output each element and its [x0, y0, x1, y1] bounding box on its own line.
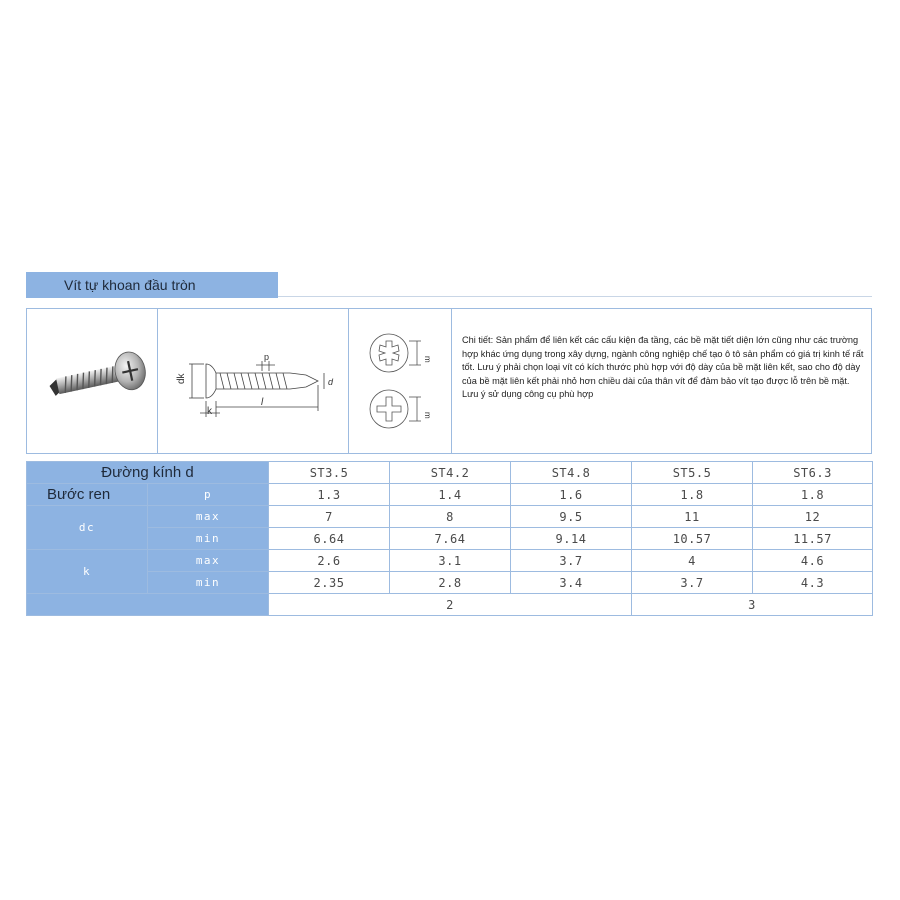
max-label: max	[148, 550, 269, 572]
table-row-dc-min	[27, 528, 873, 550]
pitch-cell: 1.4	[390, 484, 511, 506]
size-cell: ST6.3	[753, 462, 873, 484]
head-views-cell	[349, 309, 452, 453]
pitch-cell: 1.8	[753, 484, 873, 506]
dc-max-cell: 11	[632, 506, 753, 528]
k-min-cell: 2.35	[269, 572, 390, 594]
max-label: max	[148, 506, 269, 528]
diameter-header: Đường kính d	[27, 462, 269, 484]
size-cell: ST4.2	[390, 462, 511, 484]
size-cell: ST4.8	[511, 462, 632, 484]
spec-table	[26, 461, 873, 616]
k-max-cell: 2.6	[269, 550, 390, 572]
k-min-cell: 2.8	[390, 572, 511, 594]
table-row-diameter	[27, 462, 873, 484]
title-underline	[278, 296, 872, 297]
dc-min-cell: 10.57	[632, 528, 753, 550]
last-row-cell: 2	[269, 594, 632, 616]
m-label-top: m	[423, 356, 432, 363]
k-min-cell: 3.4	[511, 572, 632, 594]
last-row-cell: 3	[632, 594, 873, 616]
min-label: min	[148, 528, 269, 550]
dc-max-cell: 8	[390, 506, 511, 528]
k-max-cell: 4	[632, 550, 753, 572]
size-cell: ST5.5	[632, 462, 753, 484]
k-label: k	[207, 406, 212, 417]
k-header: k	[27, 550, 148, 594]
k-min-cell: 4.3	[753, 572, 873, 594]
product-description: Chi tiết: Sản phẩm để liên kết các cấu kiện đa tầng, các bề mặt tiết diện lớn cũng như các trường hợp khác ứng dụng trong xây dựng, ngành công nghiệp chế tạo ô tô sản phẩm có giá trị kinh tế rất tốt. Lưu ý phải chọn loại vít có kích thước phù hợp với độ dày của bề mặt liên kết, sao cho độ dày của bề mặt liên kết phải nhỏ hơn chiều dài của thân vít để đảm bảo vít tạo được lỗ trên bề mặt. Lưu ý sử dụng công cụ phù hợp	[462, 335, 864, 400]
dc-max-cell: 12	[753, 506, 873, 528]
screw-photo	[27, 309, 158, 453]
description-cell	[452, 309, 871, 453]
dc-header: dc	[27, 506, 148, 550]
table-row-k-min	[27, 572, 873, 594]
table-row-pitch	[27, 484, 873, 506]
dc-min-cell: 7.64	[390, 528, 511, 550]
k-max-cell: 3.1	[390, 550, 511, 572]
table-row-dc-max	[27, 506, 873, 528]
pitch-cell: 1.8	[632, 484, 753, 506]
dk-label: dk	[176, 373, 187, 384]
pitch-cell: 1.3	[269, 484, 390, 506]
screw-dimension-diagram	[158, 309, 349, 453]
screw-photo-cell	[27, 309, 158, 453]
table-row-k-max	[27, 550, 873, 572]
l-label: l	[261, 397, 264, 408]
dimension-drawing-cell	[158, 309, 349, 453]
d-label: d	[328, 377, 334, 387]
pitch-symbol: p	[148, 484, 269, 506]
table-row-last	[27, 594, 873, 616]
dc-min-cell: 6.64	[269, 528, 390, 550]
product-title: Vít tự khoan đầu tròn	[64, 277, 196, 293]
k-max-cell: 4.6	[753, 550, 873, 572]
size-cell: ST3.5	[269, 462, 390, 484]
m-label-bottom: m	[423, 412, 432, 419]
dc-min-cell: 11.57	[753, 528, 873, 550]
k-max-cell: 3.7	[511, 550, 632, 572]
last-row-header	[27, 594, 269, 616]
dc-min-cell: 9.14	[511, 528, 632, 550]
product-info-panel	[26, 308, 872, 454]
dc-max-cell: 7	[269, 506, 390, 528]
k-min-cell: 3.7	[632, 572, 753, 594]
min-label: min	[148, 572, 269, 594]
screw-head-views	[349, 309, 452, 453]
p-label: p	[264, 352, 270, 362]
pitch-cell: 1.6	[511, 484, 632, 506]
title-bar	[26, 272, 278, 298]
dc-max-cell: 9.5	[511, 506, 632, 528]
pitch-header: Bước ren	[27, 484, 148, 506]
